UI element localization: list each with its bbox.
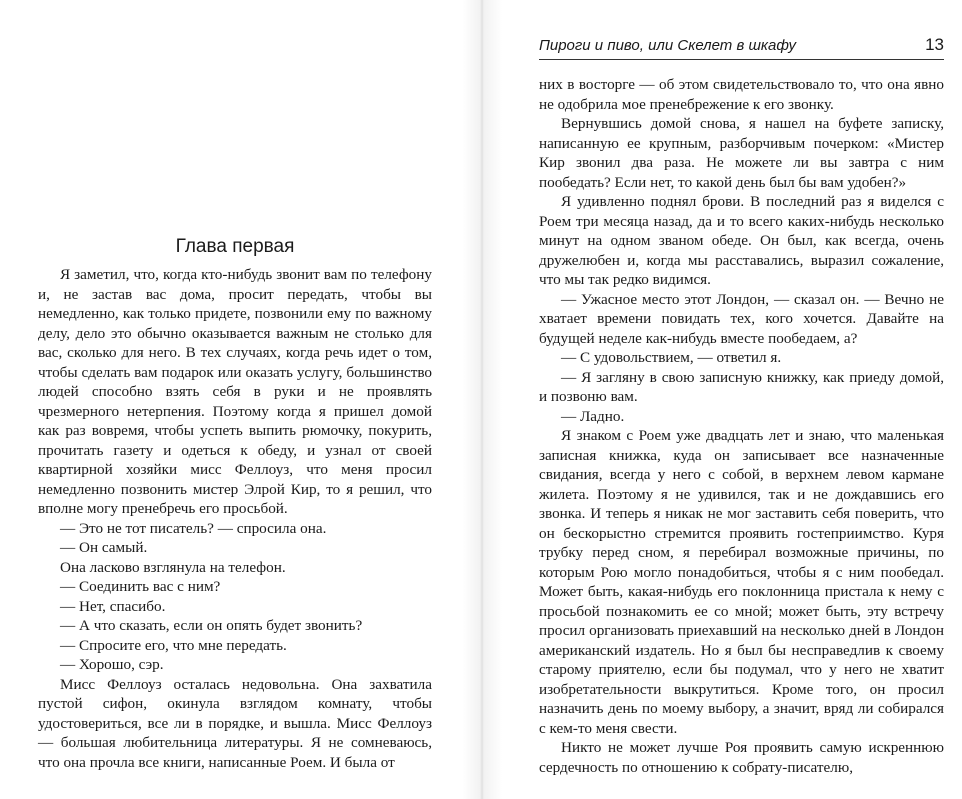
paragraph: — Он самый. <box>60 539 148 556</box>
paragraph: Никто не может лучше Роя проявить самую искреннюю сердечность по отношению к собрату-писателю, <box>539 739 944 776</box>
paragraph: Вернувшись домой снова, я нашел на буфете записку, написанную ее крупным, разборчивым почерком: «Мистер Кир звонил два раза. Не можете ли вы завтра с ним пообедать? Если нет, то какой день был бы вам удобен?» <box>539 115 944 191</box>
chapter-title: Глава первая <box>175 236 295 257</box>
paragraph: — Спросите его, что мне передать. <box>60 636 287 654</box>
running-header <box>539 35 944 60</box>
paragraph: Она ласково взглянула на телефон. <box>60 558 286 576</box>
right-page-text <box>539 75 944 777</box>
paragraph: них в восторге — об этом свидетельствовало то, что она явно не одобрила мое пренебрежение к его звонку. <box>539 76 944 113</box>
paragraph: — Ладно. <box>561 407 625 425</box>
paragraph: Я знаком с Роем уже двадцать лет и знаю, что маленькая записная книжка, куда он записывает все назначенные свидания, всегда у него с собой, в верхнем левом кармане жилета. Поэтому я не удивился, так и не дождавшись его звонка. И теперь я никак не мог заставить себя поверить, что он бескорыстно стремится проявить гостеприимство. Куря трубку перед сном, я перебирал возможные причины, по которым Рою могло понадобиться, чтобы я с ним пообедал. Может быть, какая-нибудь его поклонница пристала к нему с просьбой познакомить ее со мной; может быть, эту встречу просил организовать приехавший на несколько дней в Лондон американский издатель. Но я был бы несправедлив к своему старому приятелю, если бы подумал, что у него не хватит изобретательности выкрутиться. Кроме того, он просил назначить день по моему выбору, а значит, вряд ли собирался с кем-то меня свести. <box>539 427 944 737</box>
paragraph: — Соединить вас с ним? <box>60 578 221 595</box>
paragraph: — Нет, спасибо. <box>60 597 166 615</box>
paragraph: Мисс Феллоуз осталась недовольна. Она захватила пустой сифон, окинула взглядом комнату, чтобы удостовериться, все ли в порядке, и вышла. Мисс Феллоуз — большая любительница литературы. Я не сомневаюсь, что она прочла все книги, написанные Роем. И была от <box>38 675 432 771</box>
right-page <box>482 0 962 799</box>
paragraph: Я заметил, что, когда кто-нибудь звонит вам по телефону и, не застав вас дома, просит передать, чтобы вы немедленно, как только придете, позвонили ему по важному делу, дело это обычно оказывается важным не столько для вас, сколько для него. В тех случаях, когда речь идет о том, чтобы сделать вам подарок или оказать услугу, большинство людей способно взять себя в руки и не проявлять чрезмерного нетерпения. Поэтому когда я пришел домой как раз вовремя, чтобы успеть выпить рюмочку, покурить, прочитать газету и одеться к обеду, и узнал от своей квартирной хозяйки мисс Феллоуз, что меня просил немедленно позвонить мистер Элрой Кир, то я решил, что вполне могу пренебречь его просьбой. <box>38 266 432 517</box>
left-page-text <box>38 265 432 772</box>
paragraph: — Это не тот писатель? — спросила она. <box>60 519 327 537</box>
page-number: 13 <box>925 35 944 54</box>
paragraph: — Я загляну в свою записную книжку, как приеду домой, и позвоню вам. <box>539 368 944 405</box>
paragraph: — С удовольствием, — ответил я. <box>561 349 782 366</box>
paragraph: — А что сказать, если он опять будет звонить? <box>60 617 363 634</box>
paragraph: Я удивленно поднял брови. В последний раз я виделся с Роем три месяца назад, да и то всего каких-нибудь несколько минут на одном званом обеде. Он был, как всегда, очень дружелюбен и, когда мы расставались, выразил сожаление, что мы так редко видимся. <box>539 193 944 288</box>
paragraph: — Хорошо, сэр. <box>60 656 164 673</box>
paragraph: — Ужасное место этот Лондон, — сказал он. — Вечно не хватает времени повидать тех, кого хочется. Давайте на будущей неделе как-нибудь вместе пообедаем, а? <box>539 290 944 347</box>
running-title: Пироги и пиво, или Скелет в шкафу <box>539 37 797 54</box>
